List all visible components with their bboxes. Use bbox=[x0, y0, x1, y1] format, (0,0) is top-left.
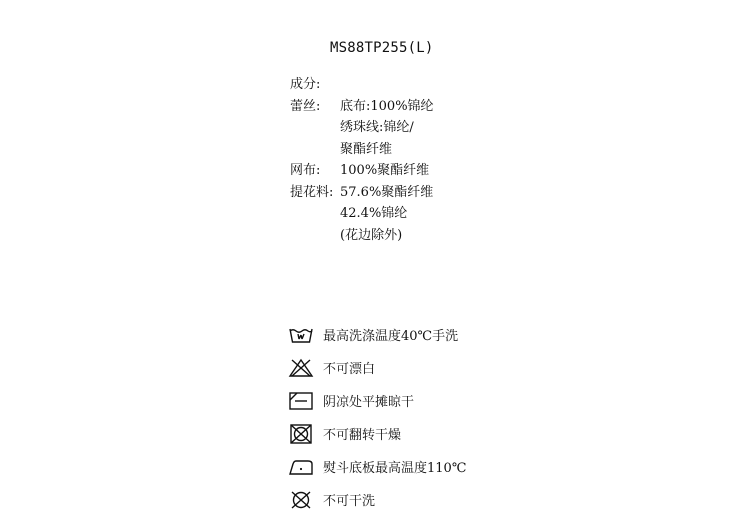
dry-flat-shade-icon bbox=[288, 391, 314, 411]
care-row-tumble bbox=[288, 417, 466, 450]
composition-text: 绣珠线:锦纶/ bbox=[340, 120, 414, 135]
care-row-dry bbox=[288, 384, 466, 417]
composition-text: 100%聚酯纤维 bbox=[340, 163, 430, 178]
composition-row bbox=[290, 182, 434, 204]
care-text: 熨斗底板最高温度110℃ bbox=[323, 461, 467, 476]
no-bleach-icon bbox=[288, 358, 314, 378]
composition-row bbox=[290, 203, 434, 225]
composition-row bbox=[290, 160, 434, 182]
care-instructions bbox=[288, 318, 466, 516]
care-text: 最高洗涤温度40℃手洗 bbox=[323, 329, 459, 344]
model-number: MS88TP255(L) bbox=[330, 40, 434, 56]
composition-row bbox=[290, 225, 434, 247]
composition-row bbox=[290, 96, 434, 118]
composition-text: 57.6%聚酯纤维 bbox=[340, 184, 434, 200]
care-row-bleach bbox=[288, 351, 466, 384]
care-row-iron bbox=[288, 450, 466, 483]
composition-label: 提花料: bbox=[290, 184, 334, 200]
composition-label: 网布: bbox=[290, 163, 321, 178]
composition-text: 聚酯纤维 bbox=[340, 141, 393, 157]
no-tumble-dry-icon bbox=[288, 424, 314, 444]
composition-text: (花边除外) bbox=[340, 227, 403, 243]
composition-row bbox=[290, 139, 434, 161]
composition-label: 蕾丝: bbox=[290, 98, 321, 114]
iron-110-icon bbox=[288, 457, 314, 477]
care-text: 不可漂白 bbox=[323, 362, 376, 377]
wash-40-icon bbox=[288, 325, 314, 345]
composition-block bbox=[290, 74, 434, 246]
composition-text: 42.4%锦纶 bbox=[340, 206, 408, 221]
composition-row bbox=[290, 117, 434, 139]
care-text: 阴凉处平摊晾干 bbox=[323, 395, 415, 410]
care-text: 不可干洗 bbox=[323, 494, 376, 509]
care-row-wash bbox=[288, 318, 466, 351]
care-text: 不可翻转干燥 bbox=[323, 428, 402, 443]
composition-text: 底布:100%锦纶 bbox=[340, 98, 434, 114]
composition-heading: 成分: bbox=[290, 77, 321, 92]
